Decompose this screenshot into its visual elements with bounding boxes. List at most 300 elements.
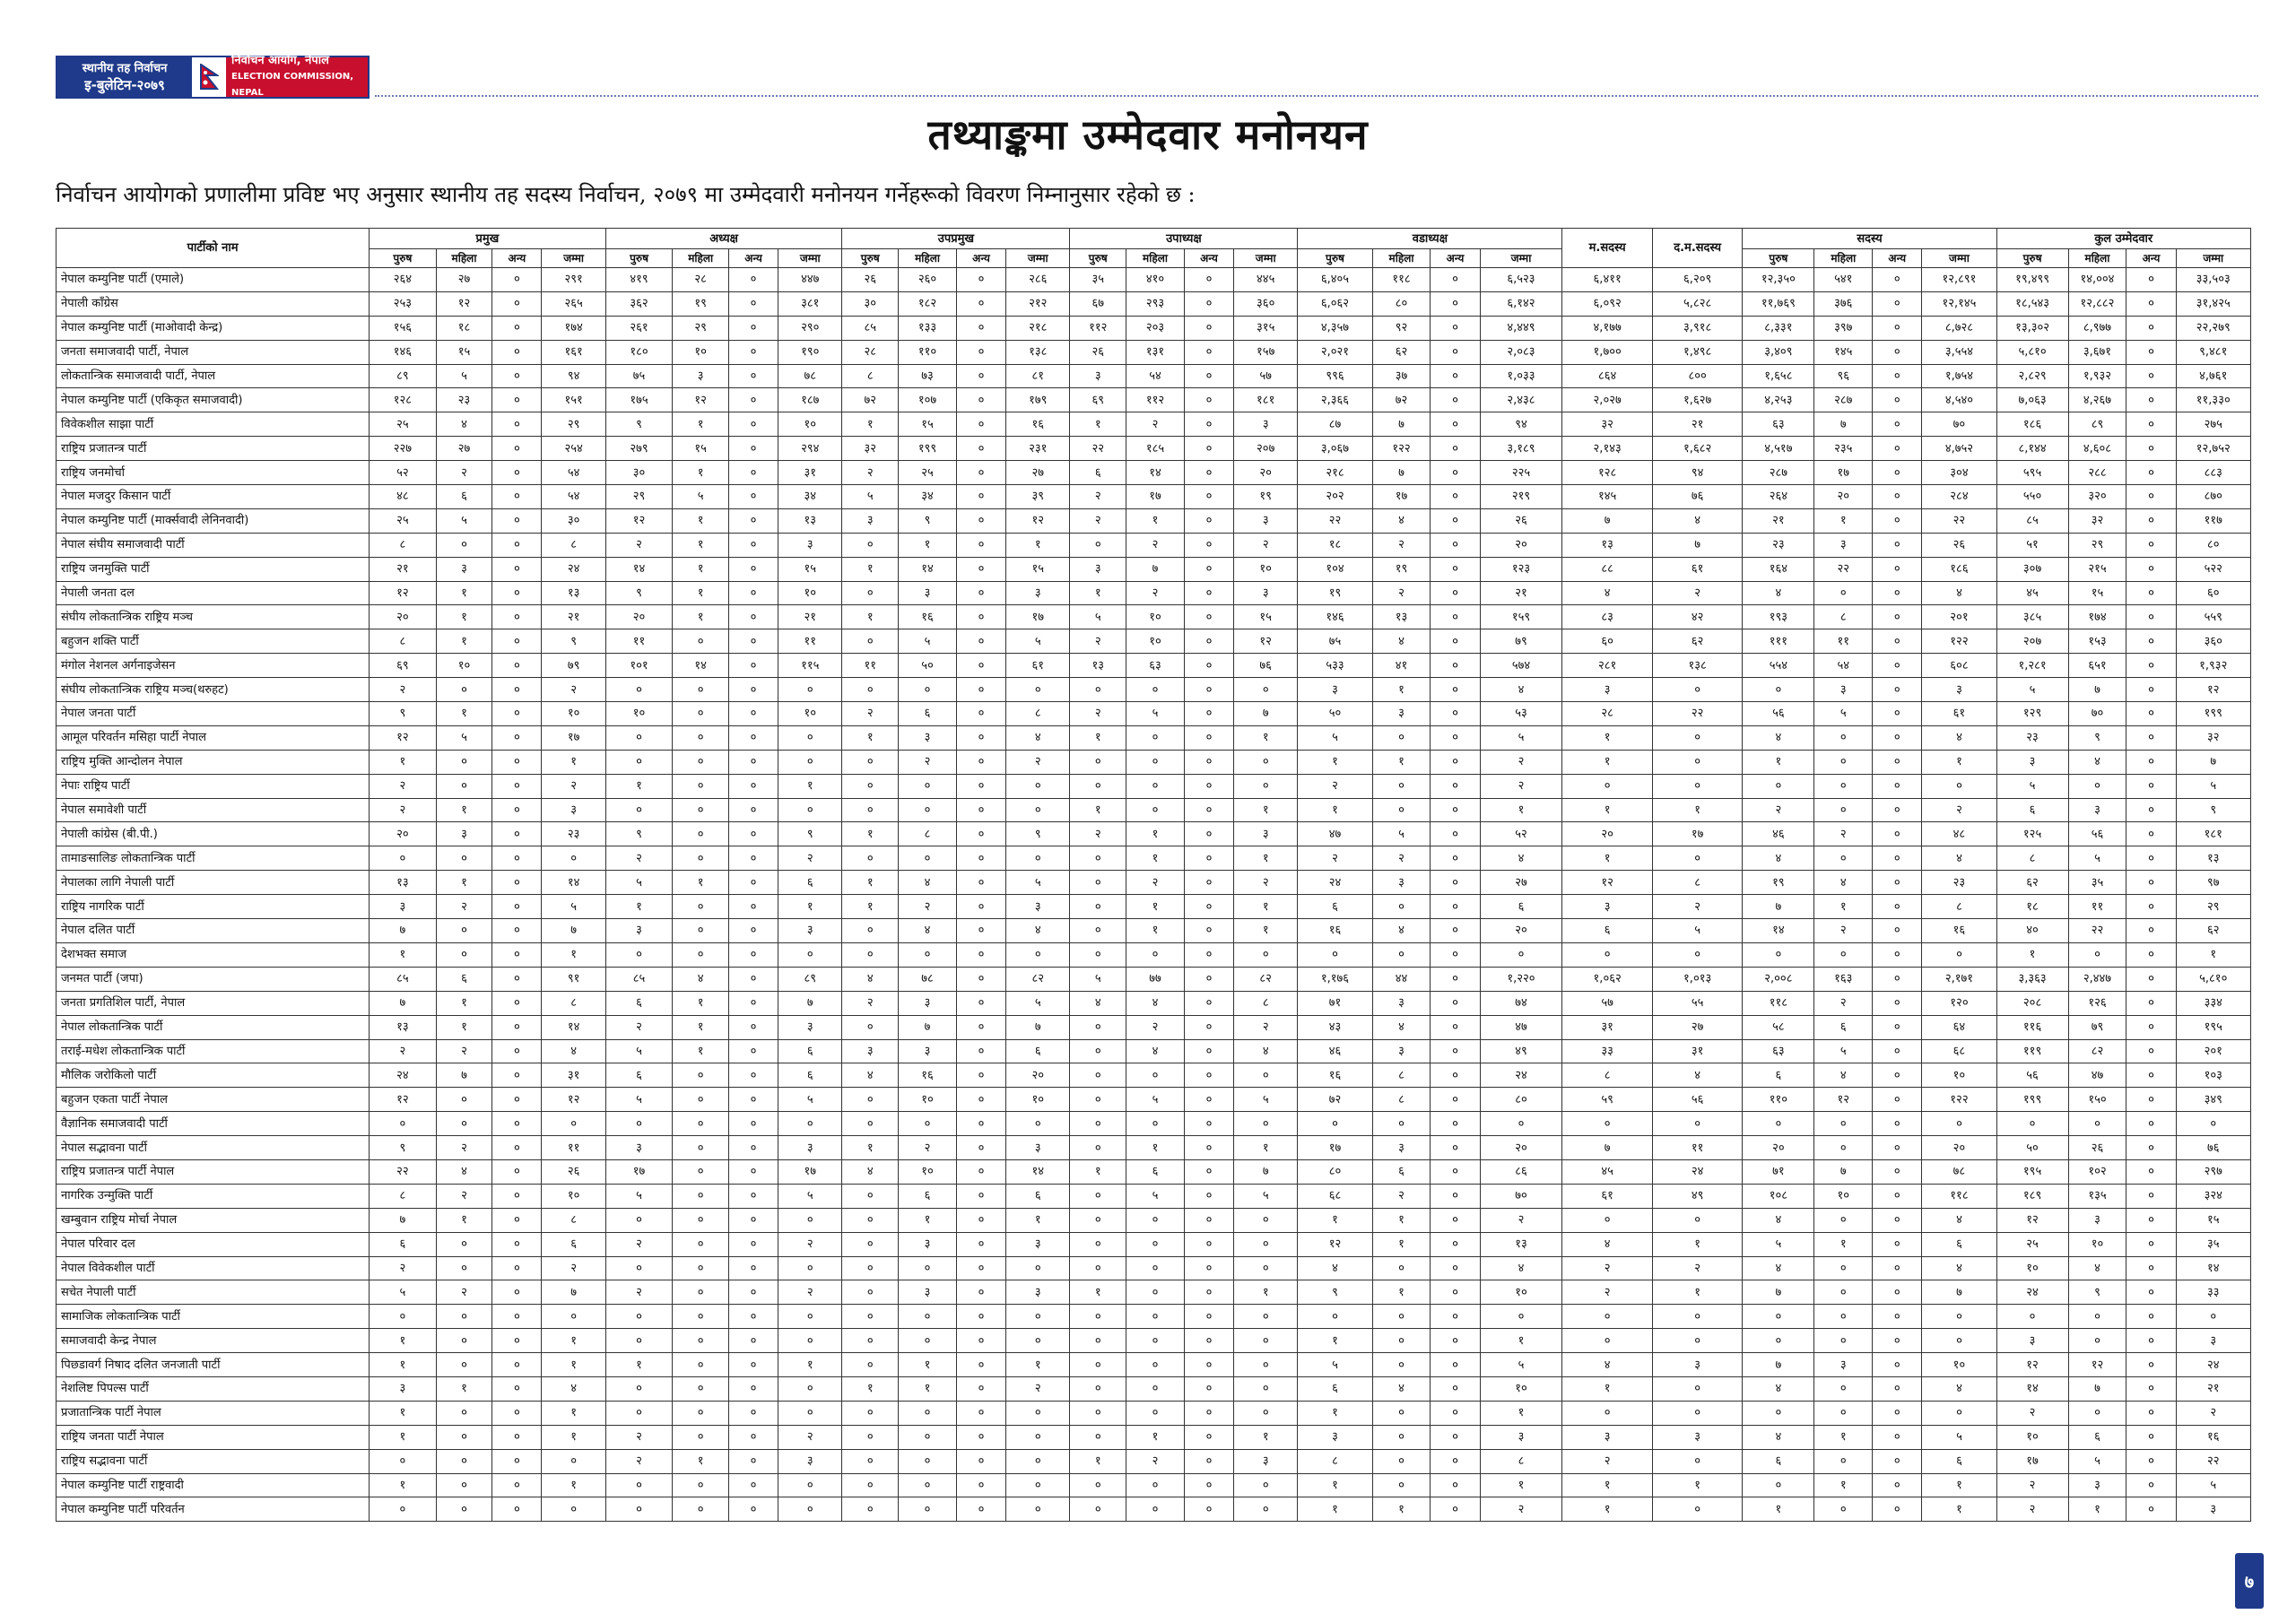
value-cell: ४८ [1922, 822, 1996, 846]
value-cell: ० [1070, 1256, 1126, 1280]
value-cell: ० [2126, 919, 2176, 943]
value-cell: १९ [1372, 557, 1431, 581]
value-cell: ४ [1126, 1039, 1185, 1063]
value-cell: ६ [1922, 1449, 1996, 1473]
value-cell: ५ [370, 1280, 437, 1305]
value-cell: ९ [370, 702, 437, 726]
value-cell: ५ [1126, 1088, 1185, 1112]
value-cell: ० [956, 605, 1005, 629]
value-cell: ८० [1298, 1159, 1372, 1184]
value-cell: ० [1184, 750, 1233, 774]
value-cell: १,२८१ [1996, 654, 2068, 678]
value-cell: ० [492, 1159, 542, 1184]
value-cell: १०७ [899, 388, 957, 412]
value-cell: २ [778, 1280, 842, 1305]
value-cell: १ [1298, 798, 1372, 822]
value-cell: ६ [1006, 1039, 1070, 1063]
value-cell: ५७ [1234, 364, 1298, 388]
value-cell: ० [673, 798, 729, 822]
value-cell: ० [492, 798, 542, 822]
value-cell: ० [370, 1112, 437, 1136]
value-cell: ८९ [370, 364, 437, 388]
value-cell: १ [778, 895, 842, 919]
value-cell: २,१७१ [1922, 967, 1996, 991]
value-cell: ० [2126, 605, 2176, 629]
value-cell: ० [956, 991, 1005, 1015]
value-cell: २ [370, 774, 437, 798]
value-cell: ५५९ [2176, 605, 2251, 629]
value-cell: १० [1814, 1184, 1873, 1208]
value-cell: ६३ [1743, 1039, 1814, 1063]
value-cell: १ [673, 557, 729, 581]
value-cell: ० [2068, 942, 2126, 967]
value-cell: ० [1873, 508, 1922, 533]
value-cell: ० [2126, 702, 2176, 726]
value-cell: ० [1873, 774, 1922, 798]
value-cell: १,९३२ [2068, 364, 2126, 388]
sub-header: जम्मा [542, 249, 605, 268]
value-cell: ४ [1743, 1208, 1814, 1232]
value-cell: १२२ [1922, 1088, 1996, 1112]
value-cell: ६१ [1652, 557, 1743, 581]
value-cell: ० [1873, 654, 1922, 678]
value-cell: १ [673, 1449, 729, 1473]
value-cell: २ [1743, 798, 1814, 822]
value-cell: २,०८३ [1480, 340, 1562, 364]
value-cell: ० [605, 1256, 673, 1280]
value-cell: १ [1234, 798, 1298, 822]
value-cell: ६ [899, 702, 957, 726]
value-cell: १२ [436, 291, 492, 316]
value-cell: १४ [542, 1015, 605, 1039]
value-cell: ० [1070, 1039, 1126, 1063]
value-cell: ० [1372, 1449, 1431, 1473]
value-cell: ० [729, 798, 778, 822]
value-cell: ० [1431, 654, 1480, 678]
value-cell: ० [1431, 919, 1480, 943]
value-cell: ० [492, 750, 542, 774]
sub-header: पुरुष [1070, 249, 1126, 268]
value-cell: ५२ [1480, 822, 1562, 846]
value-cell: ११० [899, 340, 957, 364]
value-cell: २६ [1070, 340, 1126, 364]
value-cell: ० [1873, 967, 1922, 991]
value-cell: ० [842, 1256, 899, 1280]
value-cell: ६ [436, 485, 492, 509]
value-cell: २ [1372, 846, 1431, 871]
value-cell: ० [605, 678, 673, 702]
value-cell: ० [1234, 1256, 1298, 1280]
value-cell: १२० [1922, 991, 1996, 1015]
value-cell: ० [1006, 942, 1070, 967]
value-cell: १ [605, 774, 673, 798]
value-cell: ४ [1922, 581, 1996, 605]
value-cell: ४ [1922, 1376, 1996, 1401]
value-cell: ० [1873, 1401, 1922, 1425]
value-cell: १ [673, 1039, 729, 1063]
sub-header: पुरुष [370, 249, 437, 268]
value-cell: ० [956, 461, 1005, 485]
party-name-cell: नेपाल कम्युनिष्ट पार्टी (मार्क्सवादी लेनिनवादी) [57, 508, 370, 533]
value-cell: २ [1126, 1449, 1185, 1473]
value-cell: ५ [542, 895, 605, 919]
value-cell: २३५ [1814, 437, 1873, 461]
value-cell: १५ [2068, 581, 2126, 605]
value-cell: ४९ [1652, 1184, 1743, 1208]
value-cell: ० [1431, 364, 1480, 388]
value-cell: १ [1372, 1280, 1431, 1305]
value-cell: २ [842, 461, 899, 485]
value-cell: १ [1126, 822, 1185, 846]
value-cell: १ [1234, 1136, 1298, 1160]
value-cell: २ [1070, 702, 1126, 726]
value-cell: ० [605, 725, 673, 750]
value-cell: ० [956, 774, 1005, 798]
value-cell: १,६५८ [1743, 364, 1814, 388]
value-cell: ० [842, 678, 899, 702]
value-cell: ० [436, 1305, 492, 1329]
value-cell: १ [436, 991, 492, 1015]
value-cell: १० [1480, 1280, 1562, 1305]
value-cell: ७२ [842, 388, 899, 412]
value-cell: ० [1743, 774, 1814, 798]
value-cell: ० [2126, 1159, 2176, 1184]
value-cell: ५ [778, 1088, 842, 1112]
value-cell: ३ [1234, 412, 1298, 437]
value-cell: ० [1184, 1280, 1233, 1305]
value-cell: ० [605, 750, 673, 774]
value-cell: १ [436, 871, 492, 895]
value-cell: ४ [1562, 1232, 1653, 1256]
value-cell: ० [1070, 678, 1126, 702]
value-cell: ० [1184, 605, 1233, 629]
value-cell: ७ [436, 1063, 492, 1088]
value-cell: ३५ [2068, 871, 2126, 895]
value-cell: ५ [2068, 846, 2126, 871]
value-cell: १ [1234, 725, 1298, 750]
value-cell: ० [1431, 1256, 1480, 1280]
value-cell: ० [1184, 1401, 1233, 1425]
value-cell: १३ [370, 871, 437, 895]
value-cell: ० [1431, 1305, 1480, 1329]
value-cell: ५ [436, 364, 492, 388]
value-cell: ९ [542, 629, 605, 654]
value-cell: ० [1996, 1305, 2068, 1329]
value-cell: ० [1431, 798, 1480, 822]
value-cell: ० [1070, 1473, 1126, 1497]
value-cell: ० [492, 822, 542, 846]
value-cell: २ [436, 1184, 492, 1208]
value-cell: ० [1873, 871, 1922, 895]
value-cell: ० [2126, 557, 2176, 581]
value-cell: २ [1996, 1473, 2068, 1497]
value-cell: ० [1234, 1473, 1298, 1497]
value-cell: ० [1184, 725, 1233, 750]
value-cell: ८५ [605, 967, 673, 991]
value-cell: ० [956, 268, 1005, 292]
value-cell: ७६ [1652, 485, 1743, 509]
value-cell: १ [542, 1401, 605, 1425]
value-cell: ४ [1126, 991, 1185, 1015]
value-cell: ४ [436, 1159, 492, 1184]
value-cell: ० [1126, 1256, 1185, 1280]
value-cell: ० [778, 1256, 842, 1280]
value-cell: ० [1126, 1376, 1185, 1401]
value-cell: ० [605, 1376, 673, 1401]
value-cell: ५ [673, 485, 729, 509]
value-cell: ० [956, 1136, 1005, 1160]
value-cell: ० [1431, 725, 1480, 750]
value-cell: ० [1814, 1401, 1873, 1425]
value-cell: ० [1873, 605, 1922, 629]
value-cell: ० [1431, 895, 1480, 919]
value-cell: ० [2126, 316, 2176, 340]
value-cell: १३ [2176, 846, 2251, 871]
party-name-cell: राष्ट्रिय सद्भावना पार्टी [57, 1449, 370, 1473]
value-cell: ११८ [1743, 991, 1814, 1015]
value-cell: ७ [1743, 1280, 1814, 1305]
value-cell: ० [956, 967, 1005, 991]
value-cell: ९ [370, 1136, 437, 1160]
value-cell: ५ [605, 871, 673, 895]
value-cell: ० [673, 1208, 729, 1232]
value-cell: ७२ [1298, 1088, 1372, 1112]
value-cell: ० [1006, 1449, 1070, 1473]
value-cell: ४ [1652, 508, 1743, 533]
value-cell: २०१ [1922, 605, 1996, 629]
value-cell: ० [1431, 1449, 1480, 1473]
sub-header: अन्य [1873, 249, 1922, 268]
value-cell: ० [1431, 291, 1480, 316]
value-cell: ० [673, 822, 729, 846]
sub-header: अन्य [2126, 249, 2176, 268]
value-cell: ० [1184, 508, 1233, 533]
value-cell: ० [492, 1208, 542, 1232]
sub-header: महिला [899, 249, 957, 268]
value-cell: ५ [1126, 1184, 1185, 1208]
value-cell: १ [1652, 1232, 1743, 1256]
value-cell: ० [956, 1280, 1005, 1305]
value-cell: १३८ [1006, 340, 1070, 364]
value-cell: ० [1070, 1208, 1126, 1232]
value-cell: ० [1184, 412, 1233, 437]
value-cell: १५ [1234, 605, 1298, 629]
value-cell: ० [1814, 1449, 1873, 1473]
value-cell: ० [492, 291, 542, 316]
value-cell: ६० [2176, 581, 2251, 605]
value-cell: २०२ [1298, 485, 1372, 509]
value-cell: ० [673, 942, 729, 967]
value-cell: ८ [842, 364, 899, 388]
value-cell: ० [956, 1208, 1005, 1232]
value-cell: ४४ [1372, 967, 1431, 991]
value-cell: ० [1298, 1112, 1372, 1136]
value-cell: ० [729, 1256, 778, 1280]
value-cell: ० [436, 1425, 492, 1449]
value-cell: १९,४९९ [1996, 268, 2068, 292]
value-cell: ७८ [1922, 1159, 1996, 1184]
value-cell: ० [1562, 1329, 1653, 1353]
table-row [57, 1088, 2251, 1112]
value-cell: ६ [778, 1039, 842, 1063]
value-cell: ० [2126, 871, 2176, 895]
value-cell: १६ [1298, 919, 1372, 943]
value-cell: ० [956, 437, 1005, 461]
value-cell: १ [1562, 846, 1653, 871]
table-row [57, 1497, 2251, 1522]
value-cell: २९० [778, 316, 842, 340]
value-cell: ३० [542, 508, 605, 533]
value-cell: ५७४ [1480, 654, 1562, 678]
value-cell: १४५ [1814, 340, 1873, 364]
value-cell: १९ [1298, 581, 1372, 605]
value-cell: ६ [1070, 461, 1126, 485]
value-cell: ९७ [2176, 871, 2251, 895]
value-cell: ० [1070, 1112, 1126, 1136]
value-cell: १७४ [2068, 605, 2126, 629]
value-cell: ११२ [1126, 388, 1185, 412]
value-cell: ८९ [2068, 412, 2126, 437]
value-cell: २७ [436, 268, 492, 292]
value-cell: २ [1126, 412, 1185, 437]
value-cell: ० [2068, 1305, 2126, 1329]
value-cell: ० [1814, 1497, 1873, 1522]
table-row [57, 725, 2251, 750]
value-cell: ३ [899, 1232, 957, 1256]
party-name-cell: सचेत नेपाली पार्टी [57, 1280, 370, 1305]
value-cell: ० [778, 678, 842, 702]
value-cell: १७ [542, 725, 605, 750]
value-cell: ६ [1126, 1159, 1185, 1184]
value-cell: ६४ [1922, 1015, 1996, 1039]
value-cell: ० [1873, 437, 1922, 461]
value-cell: ५,८१० [1996, 340, 2068, 364]
value-cell: ० [1873, 822, 1922, 846]
value-cell: ० [956, 654, 1005, 678]
value-cell: ० [1431, 461, 1480, 485]
value-cell: २ [370, 678, 437, 702]
value-cell: १० [778, 702, 842, 726]
value-cell: १ [436, 1376, 492, 1401]
group-header: प्रमुख [370, 229, 606, 249]
value-cell: ० [729, 1329, 778, 1353]
value-cell: ० [1126, 1280, 1185, 1305]
table-row [57, 1256, 2251, 1280]
value-cell: ० [778, 1112, 842, 1136]
table-row [57, 1449, 2251, 1473]
value-cell: २ [1562, 1449, 1653, 1473]
value-cell: ४ [1298, 1256, 1372, 1280]
value-cell: २ [1480, 1497, 1562, 1522]
value-cell: ० [673, 919, 729, 943]
value-cell: ४ [1814, 1063, 1873, 1088]
value-cell: १ [1372, 678, 1431, 702]
value-cell: ० [729, 1376, 778, 1401]
value-cell: ० [2126, 268, 2176, 292]
value-cell: ० [1873, 364, 1922, 388]
value-cell: ० [1184, 1015, 1233, 1039]
value-cell: ० [492, 1401, 542, 1425]
value-cell: ० [492, 605, 542, 629]
value-cell: १२५ [1996, 822, 2068, 846]
value-cell: ० [778, 1208, 842, 1232]
value-cell: १४ [899, 557, 957, 581]
value-cell: ० [436, 919, 492, 943]
value-cell: ० [1234, 1353, 1298, 1377]
value-cell: ५,८२८ [1652, 291, 1743, 316]
value-cell: ३ [605, 919, 673, 943]
value-cell: ४ [1070, 991, 1126, 1015]
value-cell: ० [492, 461, 542, 485]
value-cell: २१ [778, 605, 842, 629]
value-cell: ० [778, 725, 842, 750]
value-cell: ० [1184, 1473, 1233, 1497]
table-row [57, 774, 2251, 798]
value-cell: ० [1431, 629, 1480, 654]
value-cell: ० [842, 1473, 899, 1497]
value-cell: ७४ [1480, 991, 1562, 1015]
value-cell: ० [956, 822, 1005, 846]
value-cell: ० [1873, 1159, 1922, 1184]
sub-header: जम्मा [2176, 249, 2251, 268]
value-cell: ० [1431, 581, 1480, 605]
value-cell: १५० [2068, 1088, 2126, 1112]
table-row [57, 702, 2251, 726]
value-cell: २ [1298, 774, 1372, 798]
value-cell: १ [605, 1353, 673, 1377]
value-cell: ० [1006, 774, 1070, 798]
value-cell: ६,४११ [1562, 268, 1653, 292]
value-cell: २२ [1298, 508, 1372, 533]
value-cell: १ [605, 895, 673, 919]
value-cell: १,७५४ [1922, 364, 1996, 388]
value-cell: १५ [899, 412, 957, 437]
value-cell: ० [956, 798, 1005, 822]
value-cell: ० [1431, 605, 1480, 629]
value-cell: ० [842, 1305, 899, 1329]
value-cell: ५५० [1996, 485, 2068, 509]
value-cell: ० [1480, 1112, 1562, 1136]
value-cell: ० [1184, 1159, 1233, 1184]
value-cell: ० [492, 871, 542, 895]
value-cell: ० [2126, 533, 2176, 557]
value-cell: ० [673, 1280, 729, 1305]
value-cell: ० [673, 702, 729, 726]
value-cell: ० [542, 1449, 605, 1473]
value-cell: १३५ [2068, 1184, 2126, 1208]
value-cell: ० [370, 1449, 437, 1473]
value-cell: ० [1372, 1305, 1431, 1329]
value-cell: ५५४ [1743, 654, 1814, 678]
table-row [57, 291, 2251, 316]
value-cell: ० [1070, 1015, 1126, 1039]
value-cell: १५६ [370, 316, 437, 340]
value-cell: ० [436, 1449, 492, 1473]
value-cell: ४७ [2068, 1063, 2126, 1088]
value-cell: ९२ [1372, 316, 1431, 340]
value-cell: १ [370, 1353, 437, 1377]
value-cell: ० [2126, 1232, 2176, 1256]
value-cell: ० [436, 678, 492, 702]
sub-header: जम्मा [1480, 249, 1562, 268]
value-cell: ० [842, 1208, 899, 1232]
value-cell: ४,२६७ [2068, 388, 2126, 412]
party-name-cell: तराई-मधेश लोकतान्त्रिक पार्टी [57, 1039, 370, 1063]
value-cell: १५९ [1480, 605, 1562, 629]
value-cell: ० [1234, 750, 1298, 774]
value-cell: १९० [778, 340, 842, 364]
value-cell: ० [1814, 1329, 1873, 1353]
